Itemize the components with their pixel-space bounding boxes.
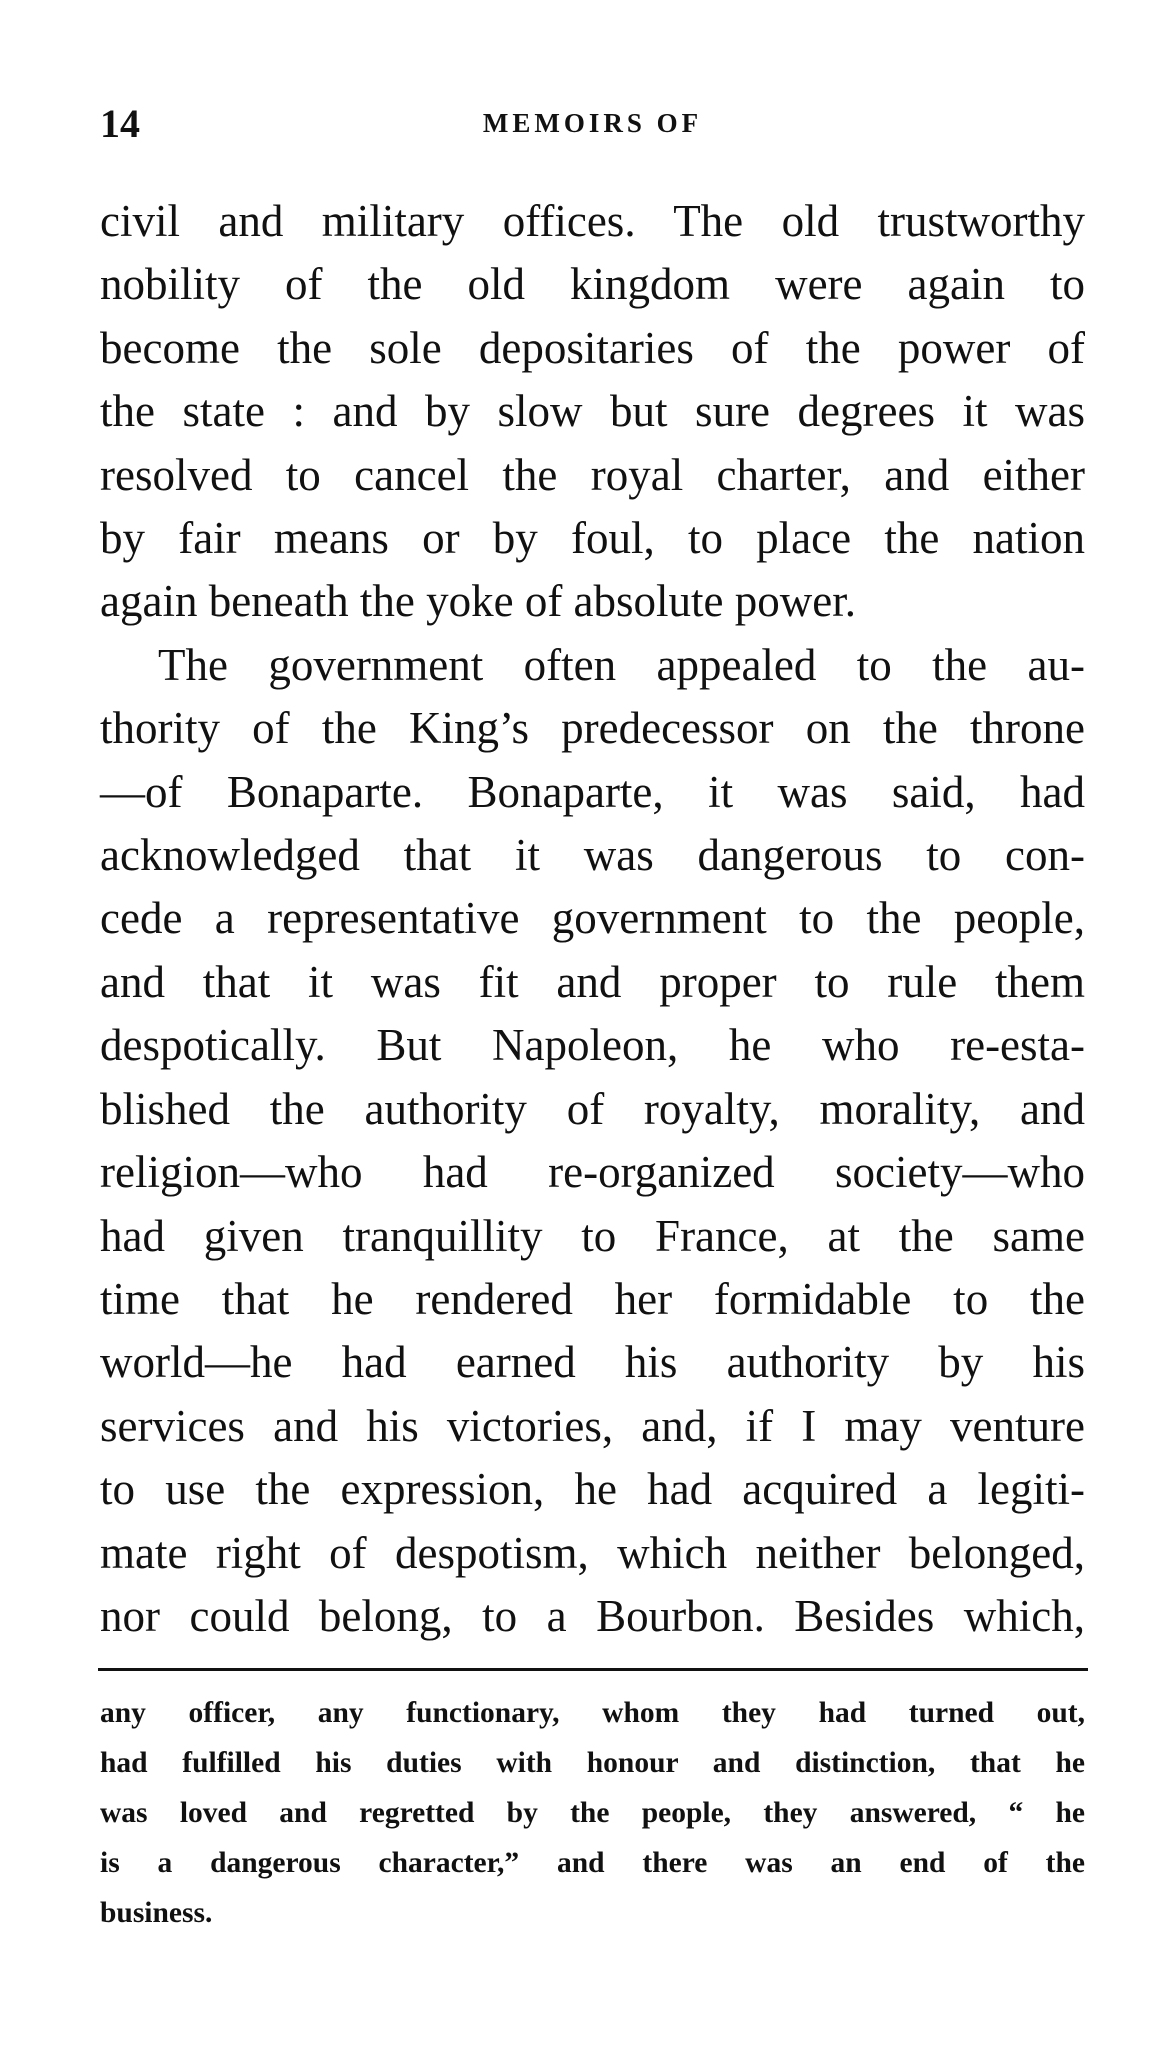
footnote-divider xyxy=(98,1668,1088,1671)
text-line: civil and military offices. The old trustworthy xyxy=(100,196,1085,246)
running-head: MEMOIRS OF xyxy=(482,108,703,138)
paragraph-1 xyxy=(100,190,1085,634)
text-line: mate right of despotism, which neither belonged, xyxy=(100,1527,1085,1578)
footnote-line: was loved and regretted by the people, they answered, “ he xyxy=(100,1797,1085,1829)
text-line: blished the authority of royalty, morality, and xyxy=(100,1083,1085,1134)
page-header xyxy=(100,100,1085,150)
text-line: religion—who had re-organized society—who xyxy=(100,1147,1085,1198)
text-line: nobility of the old kingdom were again to xyxy=(100,259,1085,310)
text-line: become the sole depositaries of the power of xyxy=(100,322,1085,373)
text-line: services and his victories, and, if I may venture xyxy=(100,1400,1085,1451)
text-line: thority of the King’s predecessor on the throne xyxy=(100,703,1085,754)
text-line: world—he had earned his authority by his xyxy=(100,1337,1085,1388)
text-line: and that it was fit and proper to rule them xyxy=(100,956,1085,1007)
footnote-line: business. xyxy=(100,1897,213,1929)
footnote-line: any officer, any functionary, whom they had turned out, xyxy=(100,1697,1085,1729)
text-line: acknowledged that it was dangerous to con- xyxy=(100,830,1085,881)
text-line: despotically. But Napoleon, he who re-esta- xyxy=(100,1020,1085,1071)
text-line: the state : and by slow but sure degrees it was xyxy=(100,386,1085,437)
text-line: had given tranquillity to France, at the same xyxy=(100,1210,1085,1261)
text-line: —of Bonaparte. Bonaparte, it was said, had xyxy=(100,766,1085,817)
text-line: time that he rendered her formidable to the xyxy=(100,1273,1085,1324)
text-line: by fair means or by foul, to place the nation xyxy=(100,513,1085,564)
footnote-line: is a dangerous character,” and there was an end of the xyxy=(100,1847,1085,1879)
main-text xyxy=(100,190,1085,1648)
footnote-line: had fulfilled his duties with honour and distinction, that he xyxy=(100,1747,1085,1779)
text-line: The government often appealed to the au- xyxy=(158,639,1085,690)
text-line: nor could belong, to a Bourbon. Besides which, xyxy=(100,1590,1085,1641)
text-line: resolved to cancel the royal charter, and either xyxy=(100,449,1085,500)
page-number: 14 xyxy=(100,101,140,146)
text-line: to use the expression, he had acquired a legiti- xyxy=(100,1464,1085,1515)
footnote xyxy=(100,1688,1085,1938)
text-line: cede a representative government to the people, xyxy=(100,893,1085,944)
text-line: again beneath the yoke of absolute power. xyxy=(100,576,856,627)
paragraph-2 xyxy=(100,634,1085,1649)
